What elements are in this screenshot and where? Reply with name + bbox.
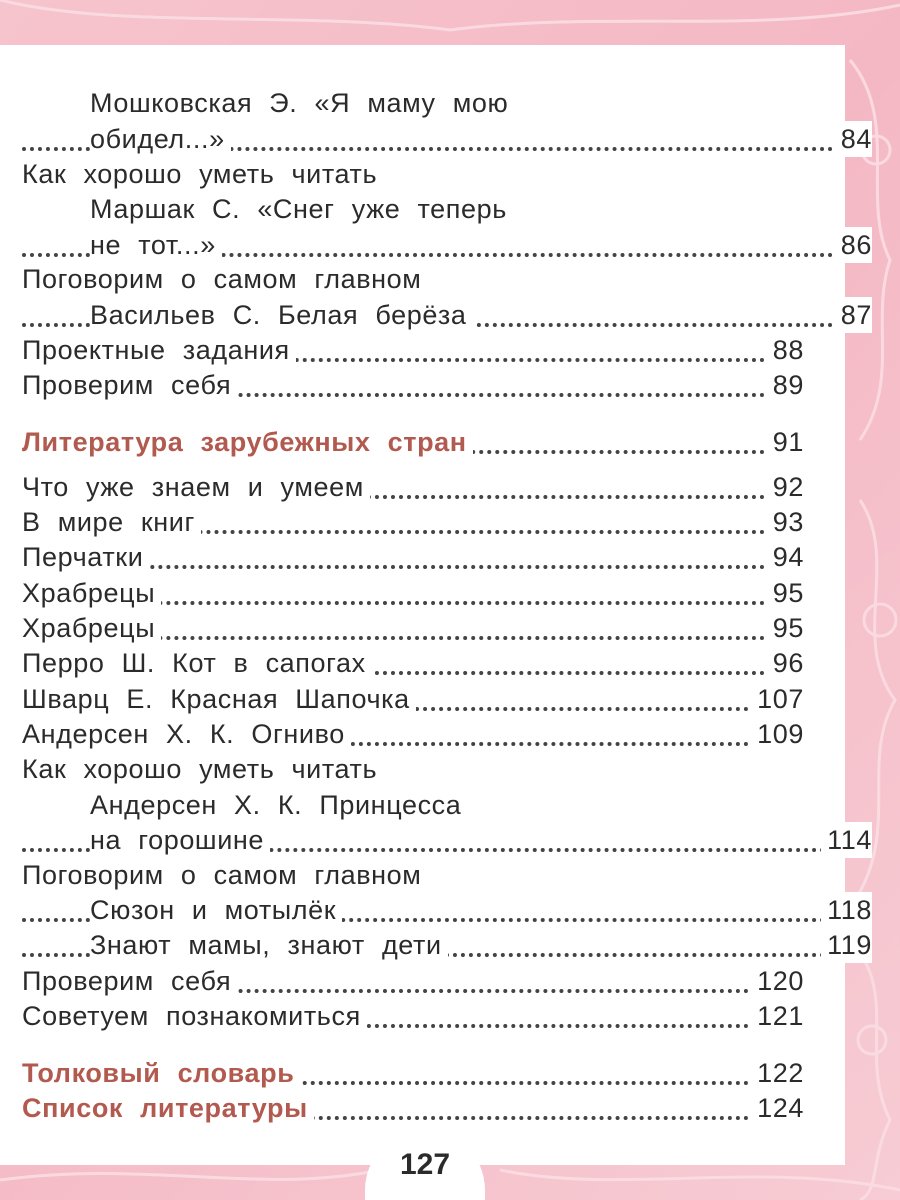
toc-entry-title: Мошковская Э. «Я маму мою bbox=[90, 85, 514, 121]
toc-entry-page: 107 bbox=[751, 681, 804, 717]
toc-entry bbox=[0, 751, 867, 787]
toc-entry bbox=[0, 927, 900, 963]
toc-entry bbox=[0, 681, 867, 717]
toc-entry-title: Храбрецы bbox=[22, 575, 161, 611]
toc-entry bbox=[0, 261, 867, 297]
toc-entry bbox=[0, 367, 867, 403]
toc-entry-title: Проверим себя bbox=[22, 367, 237, 403]
toc-entry bbox=[0, 645, 867, 681]
toc-entry-title: на горошине bbox=[90, 822, 270, 858]
toc-entry-title: Андерсен Х. К. Огниво bbox=[22, 716, 351, 752]
toc-entry-page: 95 bbox=[767, 610, 804, 646]
toc-entry-page: 109 bbox=[751, 716, 804, 752]
toc-entry bbox=[0, 121, 900, 157]
toc-entry-title: Перчатки bbox=[22, 539, 149, 575]
toc-entry-page: 124 bbox=[751, 1090, 804, 1126]
toc-entry-title: Советуем познакомиться bbox=[22, 998, 367, 1034]
toc-entry bbox=[0, 539, 867, 575]
toc-entry bbox=[0, 504, 867, 540]
toc-entry-title: не тот...» bbox=[90, 227, 222, 263]
toc-entry-page: 122 bbox=[751, 1055, 804, 1091]
toc-entry-page: 118 bbox=[821, 892, 872, 928]
toc-entry bbox=[0, 998, 867, 1034]
toc-section-title: Толковый словарь bbox=[22, 1055, 300, 1091]
toc-entry bbox=[0, 822, 900, 858]
toc-section-heading bbox=[0, 424, 867, 460]
toc-entry-title: Васильев С. Белая берёза bbox=[90, 297, 473, 333]
toc-entry-title: Проверим себя bbox=[22, 963, 237, 999]
toc-entry bbox=[0, 575, 867, 611]
toc-entry-page: 119 bbox=[821, 927, 872, 963]
toc-entry bbox=[0, 716, 867, 752]
toc-entry-page: 93 bbox=[767, 504, 804, 540]
toc-section-heading bbox=[0, 1055, 867, 1091]
toc-section-heading bbox=[0, 1090, 867, 1126]
toc-entry-page: 114 bbox=[821, 822, 872, 858]
toc-entry-page: 92 bbox=[767, 469, 804, 505]
toc-entry bbox=[0, 963, 867, 999]
toc-entry-page: 87 bbox=[835, 297, 872, 333]
contents-page bbox=[0, 45, 872, 1165]
toc-entry-title: Храбрецы bbox=[22, 610, 161, 646]
toc-entry-page: 120 bbox=[751, 963, 804, 999]
toc-entry bbox=[0, 857, 867, 893]
toc-entry bbox=[0, 191, 900, 227]
toc-entry-page: 95 bbox=[767, 575, 804, 611]
toc-entry-title: В мире книг bbox=[22, 504, 201, 540]
toc-entry bbox=[0, 892, 900, 928]
toc-section-title: Литература зарубежных стран bbox=[22, 424, 473, 460]
toc-entry bbox=[0, 787, 900, 823]
toc-entry bbox=[0, 227, 900, 263]
toc-entry-page: 88 bbox=[767, 332, 804, 368]
toc-entry-title: Шварц Е. Красная Шапочка bbox=[22, 681, 416, 717]
toc-entry bbox=[0, 85, 900, 121]
toc-entry-page: 84 bbox=[835, 121, 872, 157]
toc-entry bbox=[0, 156, 867, 192]
toc-entry-title: Как хорошо уметь читать bbox=[22, 156, 383, 192]
toc-entry-page: 121 bbox=[751, 998, 804, 1034]
toc-entry-title: Перро Ш. Кот в сапогах bbox=[22, 645, 372, 681]
toc-entry-title: Сюзон и мотылёк bbox=[90, 892, 342, 928]
toc-entry-title: Что уже знаем и умеем bbox=[22, 469, 370, 505]
toc-entry-page: 91 bbox=[767, 424, 804, 460]
toc-entry-title: Поговорим о самом главном bbox=[22, 857, 427, 893]
toc-entry-title: Знают мамы, знают дети bbox=[90, 927, 448, 963]
toc-entry-page: 96 bbox=[767, 645, 804, 681]
toc-entry-title: Андерсен Х. К. Принцесса bbox=[90, 787, 467, 823]
toc-entry bbox=[0, 297, 900, 333]
toc-entry-title: Проектные задания bbox=[22, 332, 296, 368]
toc-entry-page: 94 bbox=[767, 539, 804, 575]
toc-entry-page: 89 bbox=[767, 367, 804, 403]
toc-entry-title: Маршак С. «Снег уже теперь bbox=[90, 191, 513, 227]
toc-entry-title: обидел...» bbox=[90, 121, 231, 157]
toc-entry bbox=[0, 469, 867, 505]
toc-entry-title: Как хорошо уметь читать bbox=[22, 751, 383, 787]
toc-entry-title: Поговорим о самом главном bbox=[22, 261, 427, 297]
toc-entry bbox=[0, 610, 867, 646]
toc-entry-page: 86 bbox=[835, 227, 872, 263]
toc-section-title: Список литературы bbox=[22, 1090, 314, 1126]
toc-entry bbox=[0, 332, 867, 368]
page-number: 127 bbox=[365, 1130, 485, 1200]
